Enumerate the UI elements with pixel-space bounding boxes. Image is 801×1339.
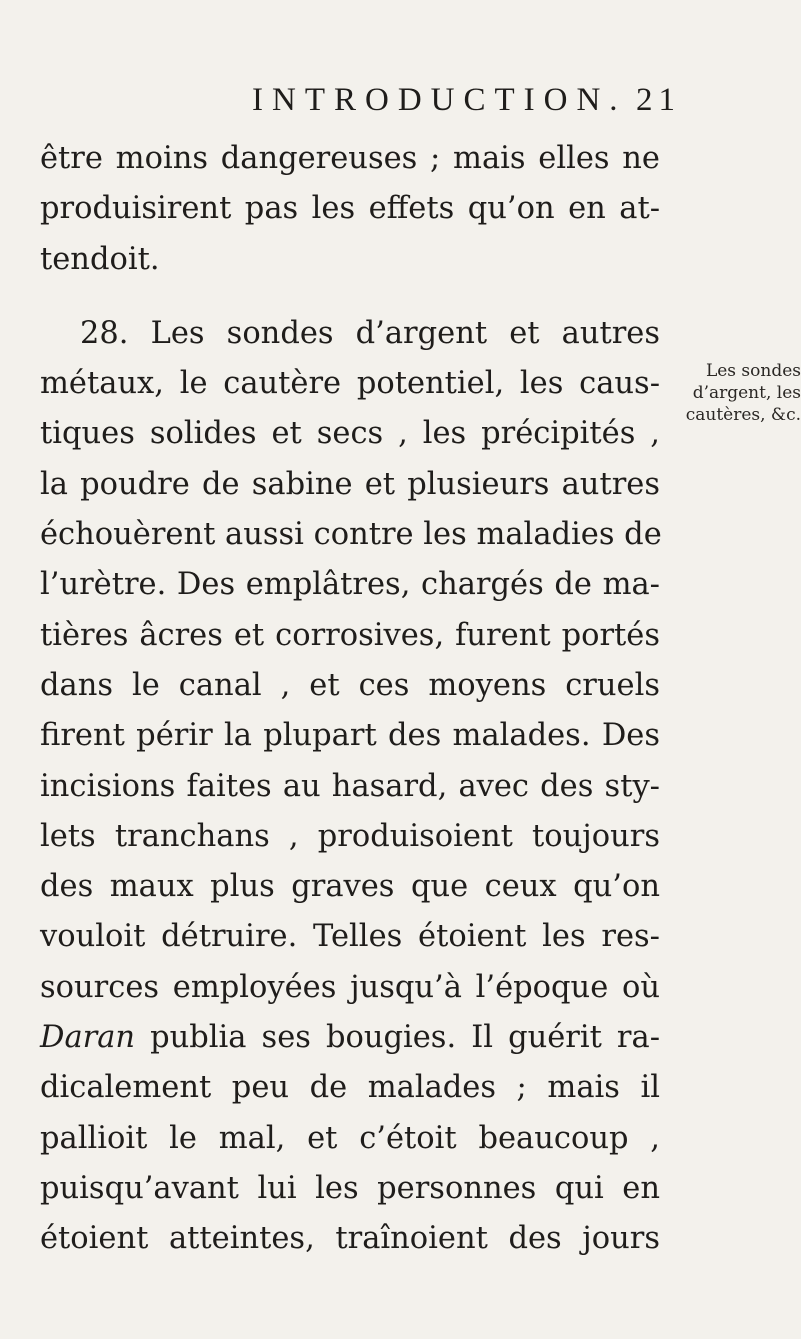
text-line: métaux, le cautère potentiel, les caus- xyxy=(40,366,660,402)
text-line: puisqu’avant lui les personnes qui en xyxy=(40,1170,660,1206)
text-line: dans le canal , et ces moyens cruels xyxy=(40,667,660,703)
text-line: la poudre de sabine et plusieurs autres xyxy=(40,466,660,502)
page-number: 21 xyxy=(636,82,681,118)
text-line: lets tranchans , produisoient toujours xyxy=(40,818,660,854)
text-line: tendoit. xyxy=(40,241,160,277)
text-line: des maux plus graves que ceux qu’on xyxy=(40,869,660,905)
text-line: sources employées jusqu’à l’époque où xyxy=(40,969,660,1005)
margin-note-line: cautères, &c. xyxy=(685,405,801,425)
text-line: dicalement peu de malades ; mais il xyxy=(40,1070,660,1106)
text-line: produisirent pas les effets qu’on en at- xyxy=(40,191,660,227)
text-segment: publia ses bougies. Il guérit ra- xyxy=(135,1020,660,1056)
text-line: pallioit le mal, et c’étoit beaucoup , xyxy=(40,1120,660,1156)
running-head-title: INTRODUCTION. xyxy=(252,82,627,118)
text-line: incisions faites au hasard, avec des sty- xyxy=(40,768,660,804)
text-line: être moins dangereuses ; mais elles ne xyxy=(40,141,660,176)
text-line: échouèrent aussi contre les maladies de xyxy=(40,517,662,553)
text-line: 28. Les sondes d’argent et autres xyxy=(80,315,660,351)
text-line: firent périr la plupart des malades. Des xyxy=(40,718,660,754)
running-head xyxy=(0,76,801,124)
margin-note-line: Les sondes xyxy=(705,361,801,381)
text-line: l’urètre. Des emplâtres, chargés de ma- xyxy=(40,567,660,603)
text-line: étoient atteintes, traînoient des jours xyxy=(40,1221,660,1257)
body-text xyxy=(40,134,660,1265)
author-name: Daran xyxy=(40,1020,136,1056)
margin-note-line: d’argent, les xyxy=(692,383,801,403)
text-line: tiques solides et secs , les précipités , xyxy=(40,416,660,452)
paragraph-gap xyxy=(40,285,660,309)
text-line: tières âcres et corrosives, furent portés xyxy=(40,617,660,653)
text-line: vouloit détruire. Telles étoient les res- xyxy=(40,919,660,955)
text-line xyxy=(40,1013,660,1063)
margin-note xyxy=(665,360,801,426)
